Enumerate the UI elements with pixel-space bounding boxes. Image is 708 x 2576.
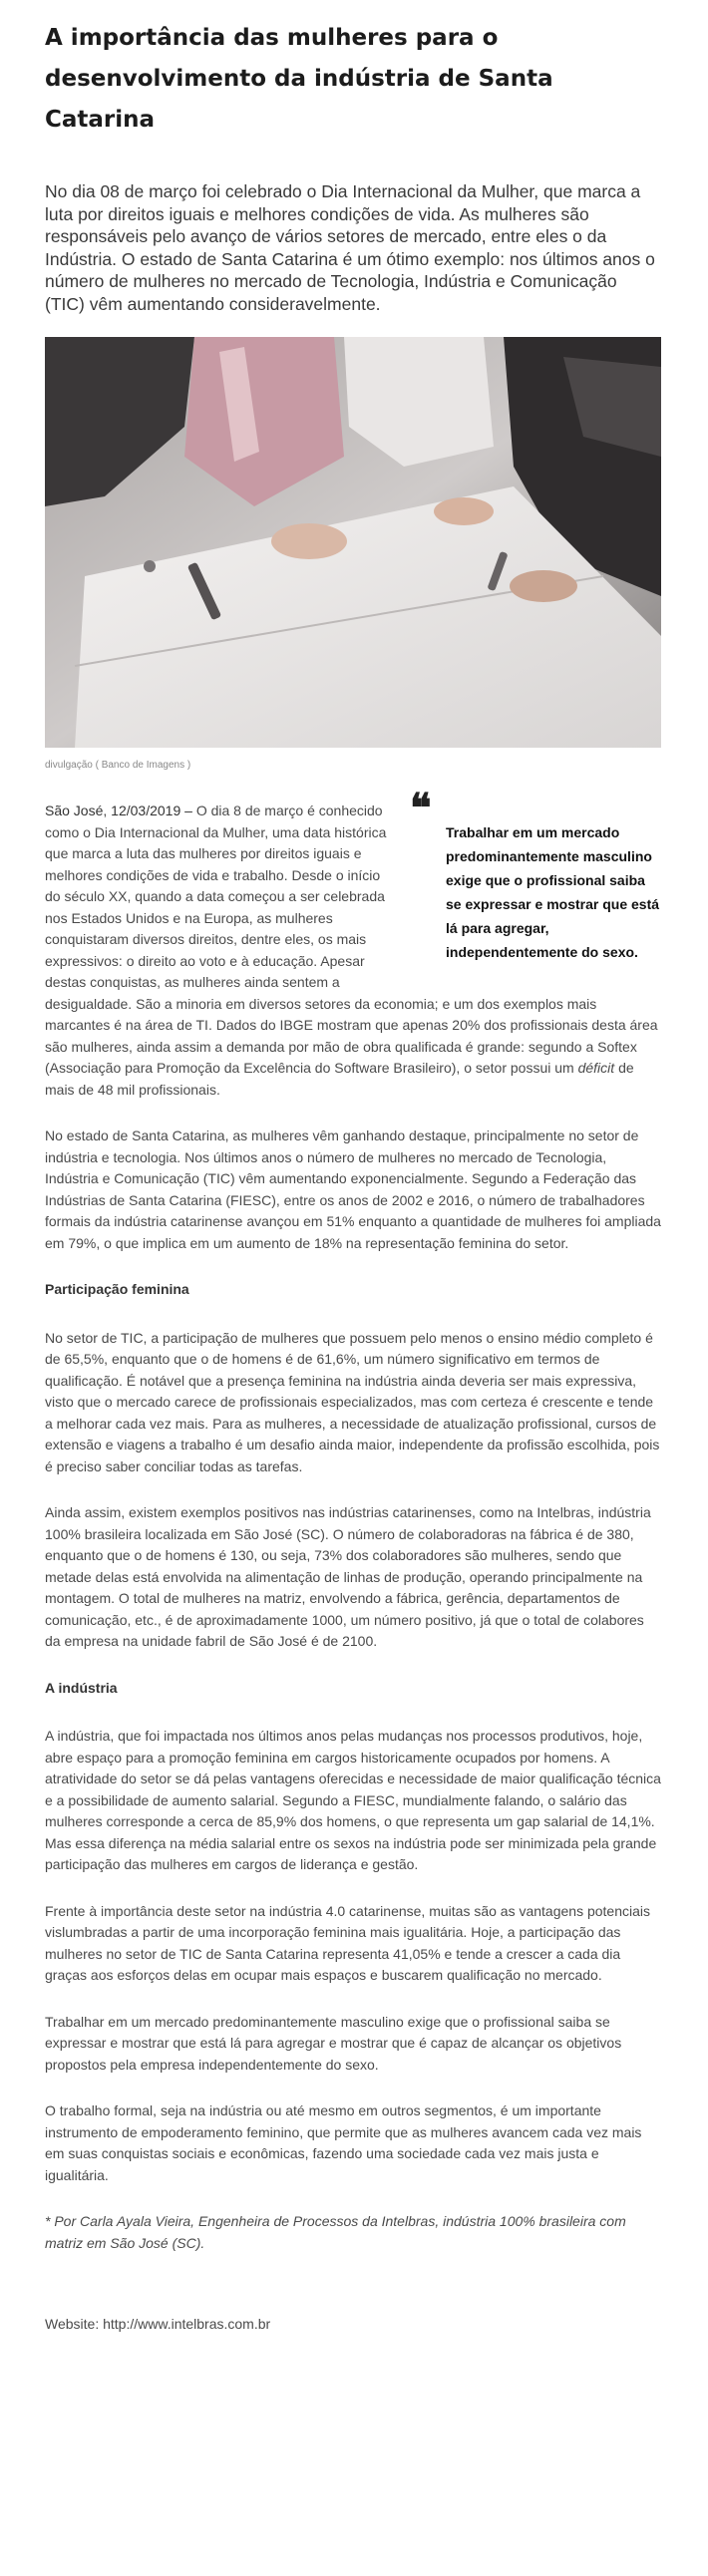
subhead-participacao: Participação feminina	[45, 1281, 189, 1297]
photo-illustration	[45, 337, 661, 748]
article-content	[45, 18, 661, 2336]
article-paragraph-3: No setor de TIC, a participação de mulheres que possuem pelo menos o ensino médio completo é de 65,5%, enquanto que o de homens é de 61,6%, um número significativo em termos de qualificação. É notável que a presença feminina na indústria ainda deveria ser mais expressiva, visto que o mercado carece de profissionais especializados, mas com certeza é crescente e tende a melhorar cada vez mais. Para as mulheres, a necessidade de atualização profissional, cursos de extensão e viagens a trabalho é um desafio ainda maior, independente da profissão escolhida, pois é preciso saber conciliar todas as tarefas.	[45, 1329, 660, 1474]
pullquote-text: Trabalhar em um mercado predominantemente masculino exige que o profissional saiba se expressar e mostrar que está lá para agregar, independentemente do sexo.	[446, 824, 660, 960]
paragraph-1-text: O dia 8 de março é conhecido como o Dia Internacional da Mulher, uma data histórica que marca a luta das mulheres por direitos iguais e melhores condições de vida e trabalho. Desde o início do século XX, quando a data começou a ser celebrada nos Estados Unidos e na Europa, as mulheres conquistaram diversos direitos, dentre eles, os mais expressivos: o direito ao voto e à educação. Apesar destas conquistas, as mulheres ainda sentem a desigualdade. São a minoria em diversos setores da economia; e um dos exemplos mais marcantes é na área de TI. Dados do IBGE mostram que apenas 20% dos profissionais desta área são mulheres, ainda assim a demanda por mão de obra qualificada é grande: segundo a Softex (Associação para Promoção da Excelência do Software Brasileiro), o setor possui um	[45, 803, 658, 1076]
article-paragraph-7: Trabalhar em um mercado predominantemente masculino exige que o profissional saiba se expressar e mostrar que está lá para agregar e mostrar que é capaz de alcançar os objetivos propostos pela empresa independentemente do sexo.	[45, 2013, 622, 2073]
pullquote	[410, 785, 661, 964]
article-paragraph-1: São José, 12/03/2019 – O dia 8 de março é conhecido como o Dia Internacional da Mulher, uma data histórica que marca a luta das mulheres por direitos iguais e melhores condições de vida e trabalho. Desde o início do século XX, quando a data começou a ser celebrada nos Estados Unidos e na Europa, as mulheres conquistaram diversos direitos, dentre eles, os mais expressivos: o direito ao voto e à educação. Apesar destas conquistas, as mulheres ainda sentem a desigualdade. São a minoria em diversos setores da economia; e um dos exemplos mais marcantes é na área de TI. Dados do IBGE mostram que apenas 20% dos profissionais desta área são mulheres, ainda assim a demanda por mão de obra qualificada é grande: segundo a Softex (Associação para Promoção da Excelência do Software Brasileiro), o setor possui um déficit de mais de 48 mil profissionais.	[45, 803, 658, 1098]
article-paragraph-6: Frente à importância deste setor na indústria 4.0 catarinense, muitas são as vantagens potenciais vislumbradas a partir de uma incorporação feminina mais igualitária. Hoje, a participação das mulheres no setor de TIC de Santa Catarina representa 41,05% e tende a crescer a cada dia graças aos esforços delas em ocupar mais espaços e buscarem qualificação no mercado.	[45, 1902, 651, 1983]
website-label: Website:	[45, 2316, 100, 2332]
article-location: São José	[45, 803, 104, 818]
article-date: 12/03/2019	[111, 803, 181, 818]
article-paragraph-5: A indústria, que foi impactada nos últimos anos pelas mudanças nos processos produtivos, hoje, abre espaço para a promoção feminina em cargos historicamente ocupados por homens. A atratividade do setor se dá pelas vantagens oferecidas e necessidade de maior qualificação técnica e a possibilidade de aumento salarial. Segundo a FIESC, mundialmente falando, o salário das mulheres corresponde a cerca de 85,9% dos homens, o que representa um gap salarial de 14,1%. Mas essa diferença na média salarial entre os sexos na indústria pode ser minimizada pela grande participação das mulheres em cargos de liderança e gestão.	[45, 1728, 661, 1872]
author-signature: * Por Carla Ayala Vieira, Engenheira de Processos da Intelbras, indústria 100% brasileira com matriz em São José (SC).	[45, 2213, 626, 2251]
date-separator: –	[184, 803, 192, 818]
subhead-industria: A indústria	[45, 1679, 118, 1696]
quote-mark-icon: ❝	[410, 785, 432, 831]
article-paragraph-2: No estado de Santa Catarina, as mulheres vêm ganhando destaque, principalmente no setor de indústria e tecnologia. Nos últimos anos o número de mulheres no mercado de Tecnologia, Indústria e Comunicação (TIC) vêm aumentando exponencialmente. Segundo a Federação das Indústrias de Santa Catarina (FIESC), entre os anos de 2002 e 2016, o número de trabalhadores formais da indústria catarinense avançou em 51% enquanto a quantidade de mulheres foi ampliada em 79%, o que implica em um aumento de 18% na representação feminina do setor.	[45, 1127, 661, 1251]
website-line	[45, 2314, 661, 2336]
article-lead: No dia 08 de março foi celebrado o Dia Internacional da Mulher, que marca a luta por direitos iguais e melhores condições de vida. As mulheres são responsáveis pelo avanço de vários setores de mercado, entre eles o da Indústria. O estado de Santa Catarina é um ótimo exemplo: nos últimos anos o número de mulheres no mercado de Tecnologia, Indústria e Comunicação (TIC) vêm aumentando consideravelmente.	[45, 181, 655, 314]
paragraph-1-text-end: de mais de 48 mil profissionais.	[45, 1060, 634, 1098]
article-photo	[45, 337, 661, 748]
article-title: A importância das mulheres para o desenvolvimento da indústria de Santa Catarina	[45, 25, 553, 133]
photo-caption: divulgação ( Banco de Imagens )	[45, 760, 191, 771]
deficit-emphasis: déficit	[577, 1060, 615, 1076]
article-paragraph-4: Ainda assim, existem exemplos positivos nas indústrias catarinenses, como na Intelbras, indústria 100% brasileira localizada em São José (SC). O número de colaboradoras na fábrica é de 380, enquanto que o de homens é 130, ou seja, 73% dos colaboradores são mulheres, sendo que metade delas está envolvida na alimentação de linhas de produção, operando principalmente na montagem. O total de mulheres na matriz, envolvendo a fábrica, gerência, departamentos de comunicação, etc., é de aproximadamente 1000, um número positivo, já que o total de colabores da empresa na unidade fabril de São José é de 2100.	[45, 1504, 651, 1649]
website-link[interactable]: http://www.intelbras.com.br	[103, 2316, 271, 2332]
article-paragraph-8: O trabalho formal, seja na indústria ou até mesmo em outros segmentos, é um importante instrumento de empoderamento feminino, que permite que as mulheres avancem cada vez mais em suas conquistas sociais e econômicas, fazendo uma sociedade cada vez mais justa e igualitária.	[45, 2102, 642, 2183]
article-body	[45, 785, 661, 2336]
